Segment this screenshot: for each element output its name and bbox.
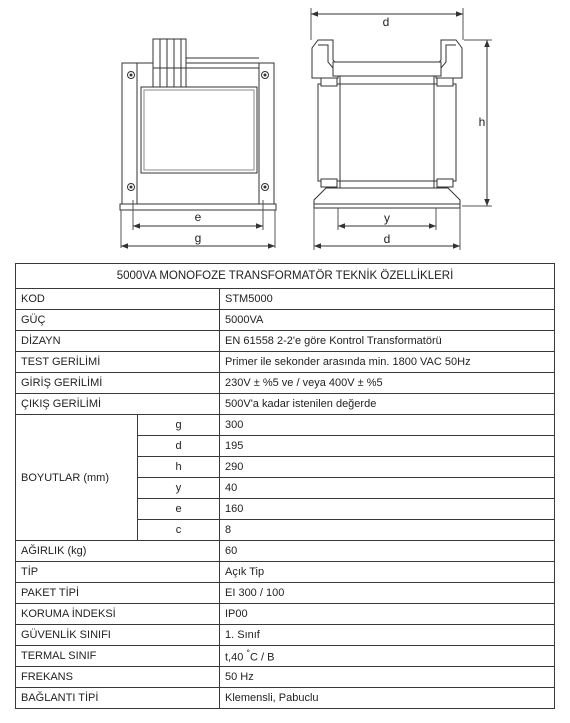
row-value-termal [220, 646, 555, 667]
row-label: KOD [16, 289, 220, 310]
row-value: Primer ile sekonder arasında min. 1800 VAC 50Hz [220, 352, 555, 373]
row-label: AĞIRLIK (kg) [16, 541, 220, 562]
table-row [16, 289, 555, 310]
dimension-key: e [138, 499, 220, 520]
row-value: 60 [220, 541, 555, 562]
row-value: Açık Tip [220, 562, 555, 583]
dimensions-label: BOYUTLAR (mm) [16, 415, 138, 541]
dimension-row [16, 415, 555, 436]
row-value: STM5000 [220, 289, 555, 310]
dimension-key: y [138, 478, 220, 499]
dim-label-y: y [384, 211, 390, 225]
table-title: 5000VA MONOFOZE TRANSFORMATÖR TEKNİK ÖZELLİKLERİ [16, 264, 555, 289]
dimension-key: c [138, 520, 220, 541]
row-value: Klemensli, Pabuclu [220, 688, 555, 709]
dimension-value: 8 [220, 520, 555, 541]
table-row [16, 352, 555, 373]
table-row [16, 646, 555, 667]
side-left-coil [318, 84, 340, 181]
row-label: GİRİŞ GERİLİMİ [16, 373, 220, 394]
row-label: TEST GERİLİMİ [16, 352, 220, 373]
row-value: 50 Hz [220, 667, 555, 688]
dimension-value: 40 [220, 478, 555, 499]
row-value: EI 300 / 100 [220, 583, 555, 604]
side-view [311, 8, 492, 250]
dimension-value: 290 [220, 457, 555, 478]
table-row [16, 583, 555, 604]
table-row [16, 604, 555, 625]
degree-sign: ° [246, 648, 251, 659]
dimension-value: 300 [220, 415, 555, 436]
row-value: 500V'a kadar istenilen değerde [220, 394, 555, 415]
table-row [16, 562, 555, 583]
dim-label-g: g [194, 231, 202, 245]
row-label: BAĞLANTI TİPİ [16, 688, 220, 709]
dimension-key: g [138, 415, 220, 436]
row-value: 1. Sınıf [220, 625, 555, 646]
dim-label-d-top: d [382, 15, 390, 29]
row-value: 5000VA [220, 310, 555, 331]
table-row [16, 625, 555, 646]
table-row [16, 541, 555, 562]
side-top-bar [333, 62, 441, 76]
table-row [16, 394, 555, 415]
table-row [16, 331, 555, 352]
termal-prefix: t,40 [225, 651, 247, 664]
row-value: IP00 [220, 604, 555, 625]
spec-table [15, 263, 555, 709]
dimension-value: 160 [220, 499, 555, 520]
row-value: 230V ± %5 ve / veya 400V ± %5 [220, 373, 555, 394]
table-row [16, 688, 555, 709]
table-title-row [16, 264, 555, 289]
front-coil [141, 87, 257, 173]
row-label: GÜÇ [16, 310, 220, 331]
side-base [314, 188, 460, 208]
row-label: GÜVENLİK SINIFI [16, 625, 220, 646]
table-row [16, 667, 555, 688]
row-label: ÇIKIŞ GERİLİMİ [16, 394, 220, 415]
table-row [16, 310, 555, 331]
row-label: FREKANS [16, 667, 220, 688]
dimension-key: h [138, 457, 220, 478]
side-right-coil [434, 84, 456, 181]
row-label: DİZAYN [16, 331, 220, 352]
termal-suffix: C / B [250, 651, 275, 664]
side-core [340, 76, 434, 188]
row-label: TİP [16, 562, 220, 583]
transformer-dimension-drawing [0, 0, 570, 262]
row-value: EN 61558 2-2'e göre Kontrol Transformatörü [220, 331, 555, 352]
dimension-value: 195 [220, 436, 555, 457]
row-label: PAKET TİPİ [16, 583, 220, 604]
row-label: KORUMA İNDEKSİ [16, 604, 220, 625]
dim-label-e: e [194, 210, 202, 224]
dim-label-d-bottom: d [383, 232, 391, 246]
row-label: TERMAL SINIF [16, 646, 220, 667]
dimension-key: d [138, 436, 220, 457]
dim-label-h: h [478, 115, 486, 129]
table-row [16, 373, 555, 394]
